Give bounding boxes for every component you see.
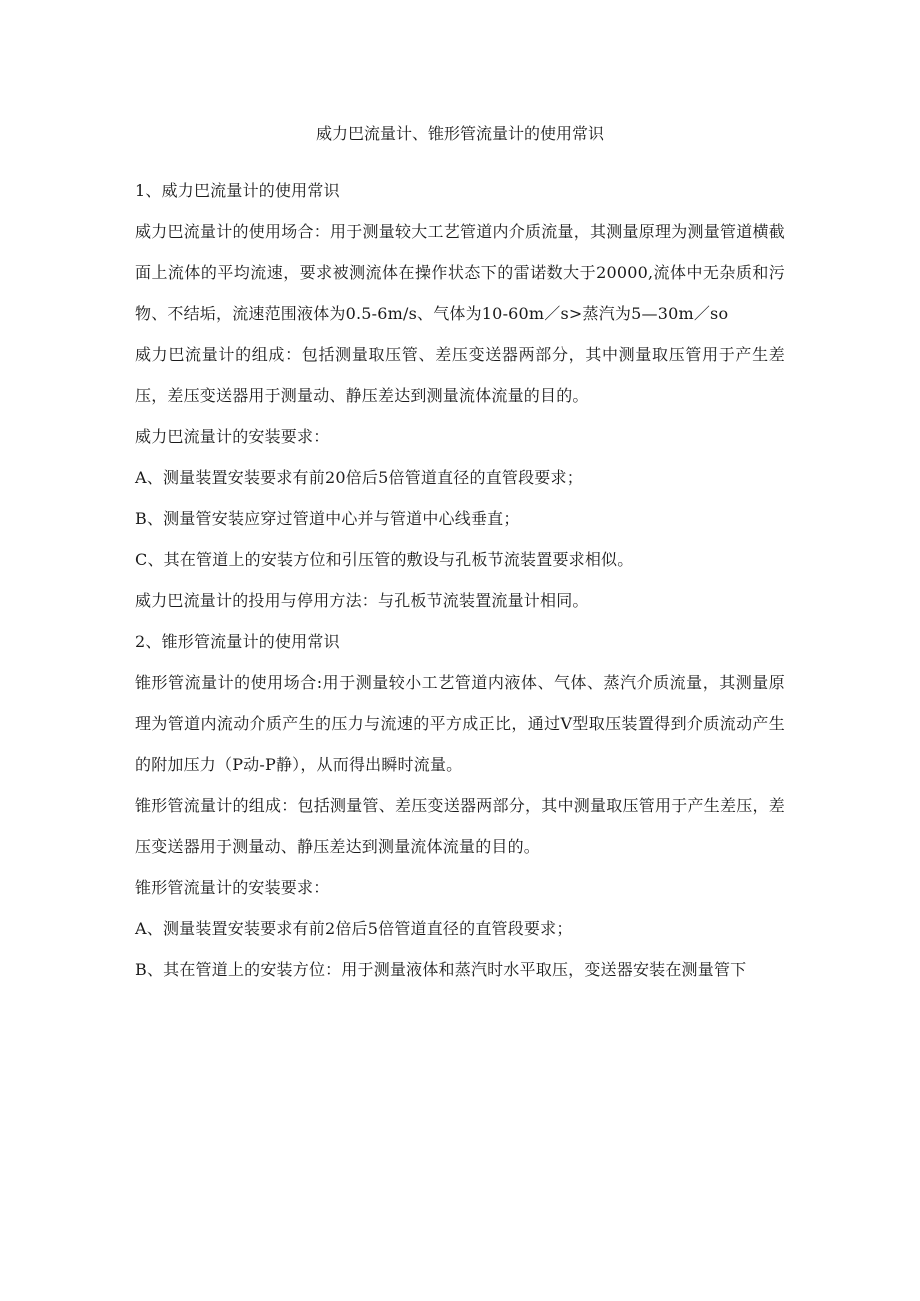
paragraph-cone-composition: 锥形管流量计的组成：包括测量管、差压变送器两部分，其中测量取压管用于产生差压，差压变送器用于测量动、静压差达到测量流体流量的目的。: [135, 796, 785, 856]
paragraph-cone-install-requirements: 锥形管流量计的安装要求：: [135, 878, 330, 897]
document-title: 威力巴流量计、锥形管流量计的使用常识: [315, 124, 604, 143]
list-item-a: A、测量装置安装要求有前20倍后5倍管道直径的直管段要求；: [135, 468, 583, 487]
list-item-cone-a: A、测量装置安装要求有前2倍后5倍管道直径的直管段要求；: [135, 919, 573, 938]
list-item-cone-b: B、其在管道上的安装方位：用于测量液体和蒸汽时水平取压，变送器安装在测量管下: [135, 960, 747, 979]
list-item-b: B、测量管安装应穿过管道中心并与管道中心线垂直；: [135, 509, 520, 528]
section-heading-2: 2、锥形管流量计的使用常识: [135, 632, 340, 651]
paragraph-start-stop: 威力巴流量计的投用与停用方法：与孔板节流装置流量计相同。: [135, 591, 589, 610]
paragraph-usage-scenario: 威力巴流量计的使用场合：用于测量较大工艺管道内介质流量，其测量原理为测量管道横截面上流体的平均流速，要求被测流体在操作状态下的雷诺数大于20000,流体中无杂质和污物、不结垢，流速范围液体为0.5-6m/s、气体为10-60m／s>蒸汽为5—30m／so: [135, 222, 785, 323]
document-body: [135, 170, 785, 990]
paragraph-install-requirements: 威力巴流量计的安装要求：: [135, 427, 330, 446]
section-heading-1: 1、威力巴流量计的使用常识: [135, 181, 340, 200]
paragraph-cone-usage: 锥形管流量计的使用场合:用于测量较小工艺管道内液体、气体、蒸汽介质流量，其测量原理为管道内流动介质产生的压力与流速的平方成正比，通过V型取压装置得到介质流动产生的附加压力（P动-P静），从而得出瞬时流量。: [135, 673, 785, 774]
list-item-c: C、其在管道上的安装方位和引压管的敷设与孔板节流装置要求相似。: [135, 550, 634, 569]
paragraph-composition: 威力巴流量计的组成：包括测量取压管、差压变送器两部分，其中测量取压管用于产生差压，差压变送器用于测量动、静压差达到测量流体流量的目的。: [135, 345, 785, 405]
